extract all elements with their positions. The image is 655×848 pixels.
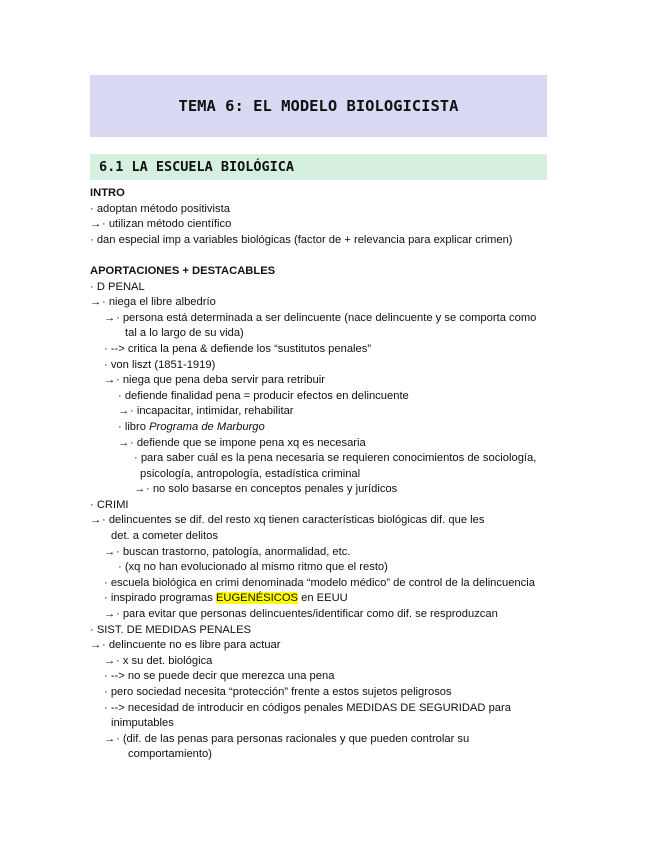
- list-item: · escuela biológica en crimi denominada “modelo médico” de control de la delincuencia: [104, 576, 535, 589]
- intro-line-2: →· utilizan método científico: [90, 217, 570, 233]
- arrow-icon: →: [134, 483, 146, 496]
- crimi-label: · CRIMI: [90, 498, 129, 511]
- arrow-icon: →: [104, 374, 116, 387]
- list-item-continuation: inimputables: [111, 717, 174, 730]
- arrow-icon: →: [90, 514, 102, 527]
- list-item: →· (dif. de las penas para personas racionales y que pueden controlar su: [90, 732, 570, 748]
- arrow-icon: →: [104, 545, 116, 558]
- list-item-continuation: det. a cometer delitos: [111, 530, 218, 543]
- aportaciones-heading: APORTACIONES + DESTACABLES: [90, 264, 276, 277]
- list-item: · para saber cuál es la pena necesaria se requieren conocimientos de sociología,: [134, 452, 537, 465]
- list-item: →· para evitar que personas delincuentes/identificar como dif. se resproduzcan: [90, 607, 570, 623]
- list-item: →· x su det. biológica: [90, 654, 570, 670]
- list-item: · (xq no han evolucionado al mismo ritmo que el resto): [118, 561, 388, 574]
- arrow-icon: →: [104, 311, 116, 324]
- list-item: →· delincuente no es libre para actuar: [90, 638, 570, 654]
- arrow-icon: →: [104, 654, 116, 667]
- intro-line-3: · dan especial imp a variables biológicas (factor de + relevancia para explicar crimen): [90, 233, 513, 246]
- list-item: →· delincuentes se dif. del resto xq tienen características biológicas dif. que les: [90, 513, 570, 529]
- list-item: →· no solo basarse en conceptos penales y jurídicos: [90, 482, 570, 498]
- list-item: · --> necesidad de introducir en códigos penales MEDIDAS DE SEGURIDAD para: [104, 701, 511, 714]
- arrow-icon: →: [90, 639, 102, 652]
- list-item: · libro Programa de Marburgo: [118, 420, 265, 433]
- list-item: · defiende finalidad pena = producir efectos en delincuente: [118, 389, 409, 402]
- intro-heading: INTRO: [90, 187, 125, 199]
- list-item: →· incapacitar, intimidar, rehabilitar: [90, 404, 570, 420]
- list-item-continuation: tal a lo largo de su vida): [125, 327, 244, 340]
- highlighted-term: EUGENÉSICOS: [215, 592, 298, 605]
- list-item: →· buscan trastorno, patología, anormalidad, etc.: [90, 545, 570, 561]
- section-banner: [90, 154, 547, 180]
- book-title: Programa de Marburgo: [149, 420, 265, 433]
- title-banner: [90, 75, 547, 137]
- arrow-icon: →: [90, 218, 102, 231]
- list-item: →· defiende que se impone pena xq es necesaria: [90, 436, 570, 452]
- list-item: →· persona está determinada a ser delincuente (nace delincuente y se comporta como: [90, 311, 570, 327]
- intro-line-1: · adoptan método positivista: [90, 202, 230, 215]
- list-item: →· niega que pena deba servir para retribuir: [90, 373, 570, 389]
- list-item: · --> no se puede decir que merezca una pena: [104, 670, 335, 683]
- document-body: [90, 186, 570, 763]
- section-title: 6.1 LA ESCUELA BIOLÓGICA: [99, 159, 295, 175]
- list-item: →· niega el libre albedrío: [90, 295, 570, 311]
- dpenal-label: · D PENAL: [90, 280, 145, 293]
- arrow-icon: →: [104, 732, 116, 745]
- list-item: · --> critica la pena & defiende los “sustitutos penales”: [104, 342, 372, 355]
- list-item-continuation: comportamiento): [128, 748, 212, 761]
- list-item: · inspirado programas EUGENÉSICOS en EEUU: [104, 592, 348, 605]
- arrow-icon: →: [118, 405, 130, 418]
- arrow-icon: →: [104, 608, 116, 621]
- list-item: · von liszt (1851-1919): [104, 358, 216, 371]
- list-item: · pero sociedad necesita “protección” frente a estos sujetos peligrosos: [104, 686, 452, 698]
- list-item-continuation: psicología, antropología, estadística criminal: [140, 467, 361, 480]
- sist-label: · SIST. DE MEDIDAS PENALES: [90, 623, 252, 636]
- page-title: TEMA 6: EL MODELO BIOLOGICISTA: [178, 97, 459, 115]
- arrow-icon: →: [118, 436, 130, 449]
- arrow-icon: →: [90, 296, 102, 309]
